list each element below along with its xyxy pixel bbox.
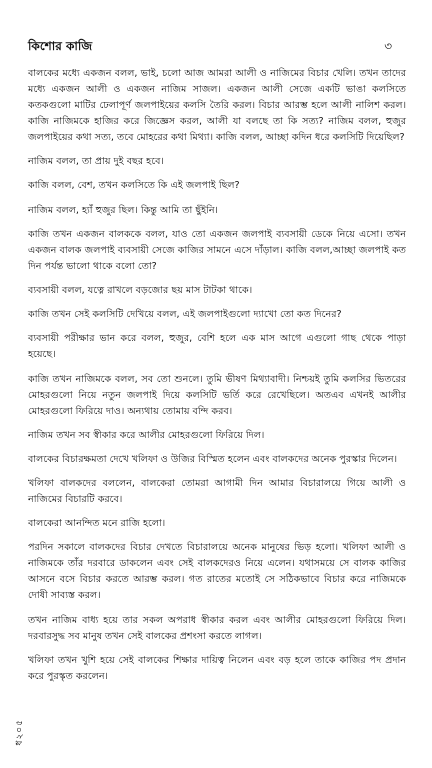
paragraph: বালকের মধ্যে একজন বলল, ভাই, চলো আজ আমরা আলী ও নাজিমের বিচার খেলি। তখন তাদের মধ্যে একজন আলী ও একজন নাজিম সাজল। একজন আলী সেজে একটি ভাঙা কলসিতে কতকগুলো মাটির ঢেলাপূর্ণ জলপাইয়ের কলসি তৈরি করল। বিচার আরম্ভ হলে আলী নালিশ করল। কাজি নাজিমকে হাজির করে জিজ্ঞেস করল, আলী যা বলছে তা কি সত্য? নাজিম বলল, হুজুর জলপাইয়ের কথা সত্য, তবে মোহরের কথা মিথ্যা। কাজি বলল, আচ্ছা কদিন ধরে কলসিটি দিয়েছিল? xyxy=(28,68,406,143)
chapter-title: কিশোর কাজি xyxy=(28,39,93,53)
print-code: ধ২০৫ xyxy=(15,719,25,746)
paragraph: কাজি বলল, বেশ, তখন কলসিতে কি এই জলপাই ছিল? xyxy=(28,180,240,192)
paragraph: ব্যবসায়ী পরীক্ষার ভান করে বলল, হুজুর, বেশি হলে এক মাস আগে এগুলো গাছ থেকে পাড়া হয়েছে। xyxy=(28,333,406,361)
paragraph: নাজিম বলল, হ্যাঁ হুজুর ছিল। কিন্তু আমি তা ছুঁইনি। xyxy=(28,204,218,216)
running-header xyxy=(28,38,392,58)
paragraph: বালকেরা আনন্দিত মনে রাজি হলো। xyxy=(28,518,166,530)
paragraph: কাজি তখন একজন বালককে বলল, যাও তো একজন জলপাই ব্যবসায়ী ডেকে নিয়ে এসো। তখন একজন বালক জলপাই ব্যবসায়ী সেজে কাজির সামনে এসে দাঁড়াল। কাজি বলল,আচ্ছা জলপাই কত দিন পর্যন্ত ভালো থাকে বলো তো? xyxy=(28,228,406,272)
paragraph: কাজি তখন নাজিমকে বলল, সব তো শুনলে। তুমি ভীষণ মিথ্যাবাদী। নিশ্চয়ই তুমি কলসির ভিতরের মোহরগুলো নিয়ে নতুন জলপাই দিয়ে কলসিটি ভর্তি করে রেখেছিলে। অতএব এখনই আলীর মোহরগুলো ফিরিয়ে দাও। অন্যথায় তোমায় বন্দি করব। xyxy=(28,373,406,417)
paragraph: খলিফা তখন খুশি হয়ে সেই বালকের শিক্ষার দায়িত্ব নিলেন এবং বড় হলে তাকে কাজির পদ প্রদান করে পুরস্কৃত করলেন। xyxy=(28,654,406,682)
paragraph: তখন নাজিম বাধ্য হয়ে তার সকল অপরাধ স্বীকার করল এবং আলীর মোহরগুলো ফিরিয়ে দিল। দরবারসুদ্ধ সব মানুষ তখন সেই বালকের প্রশংসা করতে লাগল। xyxy=(28,614,406,642)
paragraph: খলিফা বালকদের বললেন, বালকেরা তোমরা আগামী দিন আমার বিচারালয়ে গিয়ে আলী ও নাজিমের বিচারটি করবে। xyxy=(28,478,406,506)
paragraph: নাজিম বলল, তা প্রায় দুই বছর হবে। xyxy=(28,156,164,168)
paragraph: বালকের বিচারক্ষমতা দেখে খলিফা ও উজির বিস্মিত হলেন এবং বালকদের অনেক পুরস্কার দিলেন। xyxy=(28,453,398,465)
paragraph: নাজিম তখন সব স্বীকার করে আলীর মোহরগুলো ফিরিয়ে দিল। xyxy=(28,429,265,441)
body-text xyxy=(28,66,406,693)
paragraph: পরদিন সকালে বালকদের বিচার দেখতে বিচারালয়ে অনেক মানুষের ভিড় হলো। খলিফা আলী ও নাজিমকে তাঁর দরবারে ডাকলেন এবং সেই বালকদেরও নিয়ে এলেন। যথাসময়ে সে বালক কাজির আসনে বসে বিচার করতে আরম্ভ করল। গত রাতের মতোই সে সঠিকভাবে বিচার করে নাজিমকে দোষী সাব্যস্ত করল। xyxy=(28,542,406,602)
paragraph: কাজি তখন সেই কলসিটি দেখিয়ে বলল, এই জলপাইগুলো দ্যাখো তো কত দিনের? xyxy=(28,309,342,321)
page-number: ৩ xyxy=(384,39,392,53)
paragraph: ব্যবসায়ী বলল, যত্নে রাখলে বড়জোর ছয় মাস টাটকা থাকে। xyxy=(28,284,253,296)
